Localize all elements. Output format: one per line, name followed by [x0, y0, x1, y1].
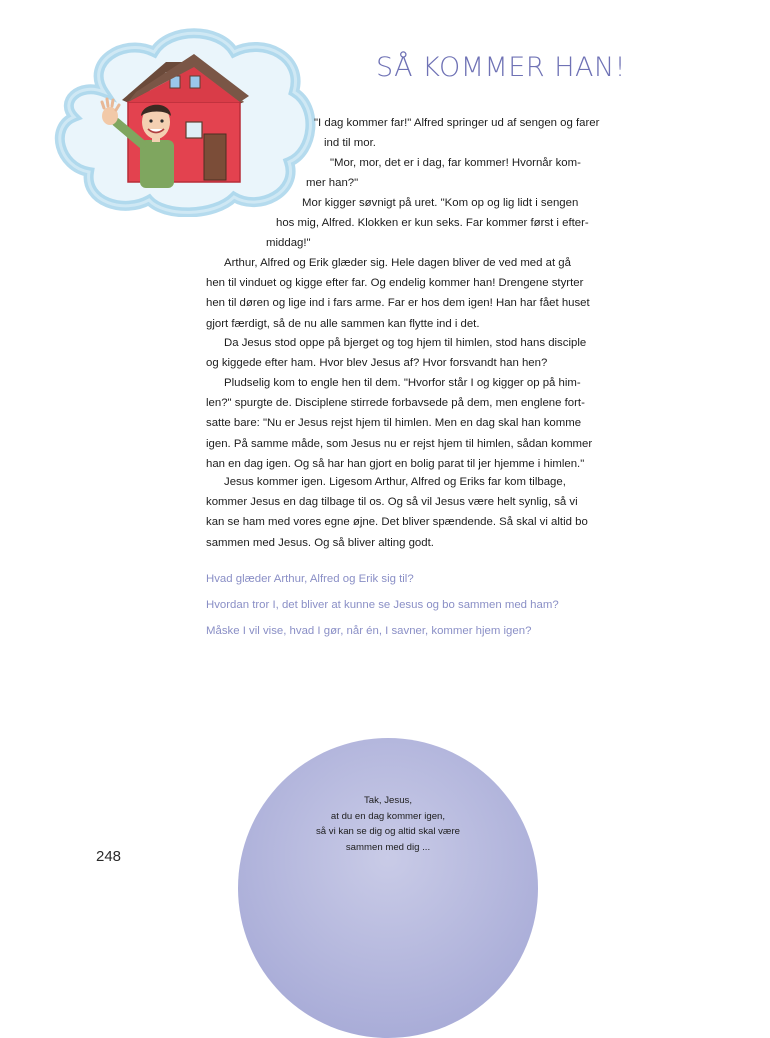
house-cloud-illustration: [44, 22, 316, 217]
text-line: satte bare: "Nu er Jesus rejst hjem til himlen. Men en dag skal han komme: [206, 417, 582, 430]
text-line: Da Jesus stod oppe på bjerget og tog hjem til himlen, stod hans disciple: [224, 337, 587, 349]
text-line: sammen med Jesus. Og så bliver alting godt.: [206, 536, 434, 549]
paragraph-3: [266, 193, 626, 254]
page-title: SÅ KOMMER HAN!: [376, 52, 626, 83]
text-line: Pludselig kom to engle hen til dem. "Hvorfor står I og kigger op på him-: [224, 377, 581, 389]
paragraph-7: [206, 472, 624, 553]
text-line: han en dag igen. Og så har han gjort en bolig parat til jer hjemme i himlen.": [206, 457, 585, 470]
paragraph-5: [206, 333, 624, 373]
prayer-line: Tak, Jesus,: [364, 795, 412, 806]
text-line: kommer Jesus en dag tilbage til os. Og så vil Jesus være helt synlig, så vi: [206, 496, 578, 509]
text-line: "Mor, mor, det er i dag, far kommer! Hvornår kom-: [330, 157, 581, 169]
text-line: Jesus kommer igen. Ligesom Arthur, Alfred og Eriks far kom tilbage,: [224, 476, 566, 488]
text-line: hos mig, Alfred. Klokken er kun seks. Far kommer først i efter-: [276, 217, 589, 230]
prayer-line: at du en dag kommer igen,: [330, 810, 446, 822]
question: Hvad glæder Arthur, Alfred og Erik sig til?: [206, 573, 414, 585]
text-line: hen til vinduet og kigge efter far. Og endelig kommer han! Drengene styrter: [206, 277, 584, 290]
text-line: ind til mor.: [324, 137, 376, 150]
text-line: gjort færdigt, så de nu alle sammen kan flytte ind i det.: [206, 317, 480, 330]
prayer-line: sammen med dig ...: [345, 841, 431, 853]
paragraph-1: [314, 113, 626, 153]
paragraph-4: [206, 253, 624, 334]
prayer-line: så vi kan se dig og altid skal være: [316, 826, 460, 837]
text-line: og kiggede efter ham. Hvor blev Jesus af? Hvor forsvandt han hen?: [206, 357, 548, 370]
text-line: Mor kigger søvnigt på uret. "Kom op og lig lidt i sengen: [302, 197, 579, 209]
page-number: 248: [96, 848, 122, 865]
text-line: kan se ham med vores egne øjne. Det bliver spændende. Så skal vi altid bo: [206, 516, 588, 529]
paragraph-6: [206, 373, 624, 474]
paragraph-2: [306, 153, 626, 193]
text-line: "I dag kommer far!" Alfred springer ud af sengen og farer: [314, 117, 600, 129]
question: Hvordan tror I, det bliver at kunne se Jesus og bo sammen med ham?: [206, 599, 559, 611]
text-line: hen til døren og lige ind i fars arme. Far er hos dem igen! Han har fået huset: [206, 297, 590, 310]
text-line: igen. På samme måde, som Jesus nu er rejst hjem til himlen, sådan kommer: [206, 437, 593, 450]
question: Måske I vil vise, hvad I gør, når én, I savner, kommer hjem igen?: [206, 625, 532, 637]
text-line: mer han?": [306, 177, 359, 190]
text-line: Arthur, Alfred og Erik glæder sig. Hele dagen bliver de ved med at gå: [224, 257, 571, 269]
discussion-questions: [206, 569, 626, 647]
prayer-circle: [238, 738, 538, 1038]
text-line: len?" spurgte de. Disciplene stirrede forbavsede på dem, men englene fort-: [206, 397, 585, 410]
prayer-text: [238, 793, 538, 855]
text-line: middag!": [266, 237, 311, 250]
